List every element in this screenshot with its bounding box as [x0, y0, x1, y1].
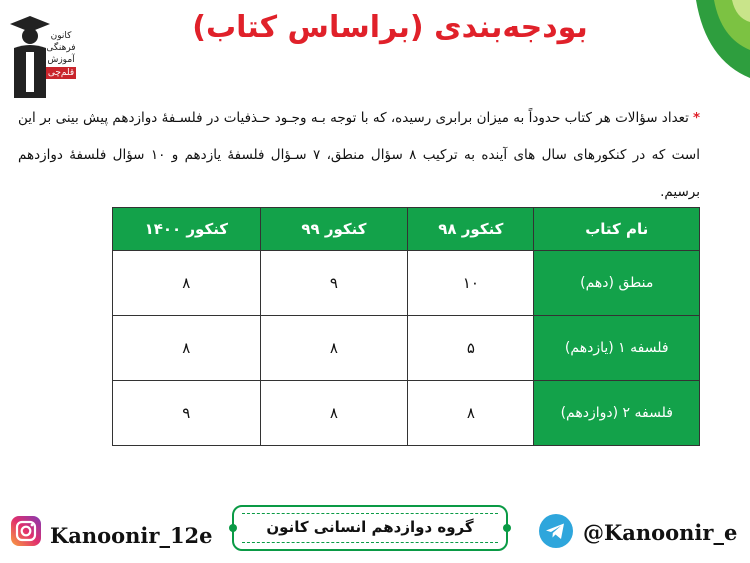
group-label-box: [232, 505, 508, 551]
table-row: [113, 316, 700, 381]
table-cell: ۱۰: [408, 251, 534, 316]
header-cell: نام کتاب: [534, 208, 700, 251]
table-cell: ۹: [260, 251, 408, 316]
intro-paragraph: [18, 100, 700, 211]
header-cell: کنکور ۱۴۰۰: [113, 208, 261, 251]
logo-line: آموزش: [47, 55, 75, 65]
table-header-row: [113, 208, 700, 251]
header-cell: کنکور ۹۹: [260, 208, 408, 251]
graduate-icon: [6, 10, 50, 100]
group-label: گروه دوازدهم انسانی کانون: [266, 518, 474, 536]
logo-highlight: قلم‌چی: [47, 68, 75, 78]
telegram-handle[interactable]: @Kanoonir_e: [583, 520, 738, 545]
row-label: فلسفه ۱ (یازدهم): [534, 316, 700, 381]
row-label: منطق (دهم): [534, 251, 700, 316]
logo-text: [46, 30, 76, 79]
table-cell: ۸: [113, 316, 261, 381]
instagram-handle[interactable]: Kanoonir_12e: [50, 523, 213, 548]
table-cell: ۸: [408, 381, 534, 446]
table-cell: ۸: [260, 316, 408, 381]
table-row: [113, 381, 700, 446]
intro-text: تعداد سؤالات هر کتاب حدوداً به میزان برابری رسیده، که با توجه بـه وجـود حـذفیات در فلسـفهٔ دوازدهم پیش بینی بر این است که در کنکورهای سال های آینده به ترکیب ۸ سؤال منطق، ۷ سـؤال فلسفهٔ یازدهم و ۱۰ سؤال فلسفهٔ دوازدهم برسیم.: [18, 110, 700, 200]
table-cell: ۹: [113, 381, 261, 446]
page-title: بودجه‌بندی (براساس کتاب): [192, 10, 588, 45]
header-cell: کنکور ۹۸: [408, 208, 534, 251]
star-bullet: *: [692, 110, 700, 126]
budget-table: [112, 207, 700, 446]
table-cell: ۸: [260, 381, 408, 446]
instagram-icon[interactable]: [10, 515, 42, 547]
table-cell: ۵: [408, 316, 534, 381]
row-label: فلسفه ۲ (دوازدهم): [534, 381, 700, 446]
table-row: [113, 251, 700, 316]
table-cell: ۸: [113, 251, 261, 316]
footer: [0, 495, 750, 563]
telegram-icon[interactable]: [538, 513, 574, 549]
corner-decoration: [666, 0, 750, 78]
logo-line: فرهنگی: [46, 43, 76, 53]
logo-line: کانون: [50, 31, 72, 41]
